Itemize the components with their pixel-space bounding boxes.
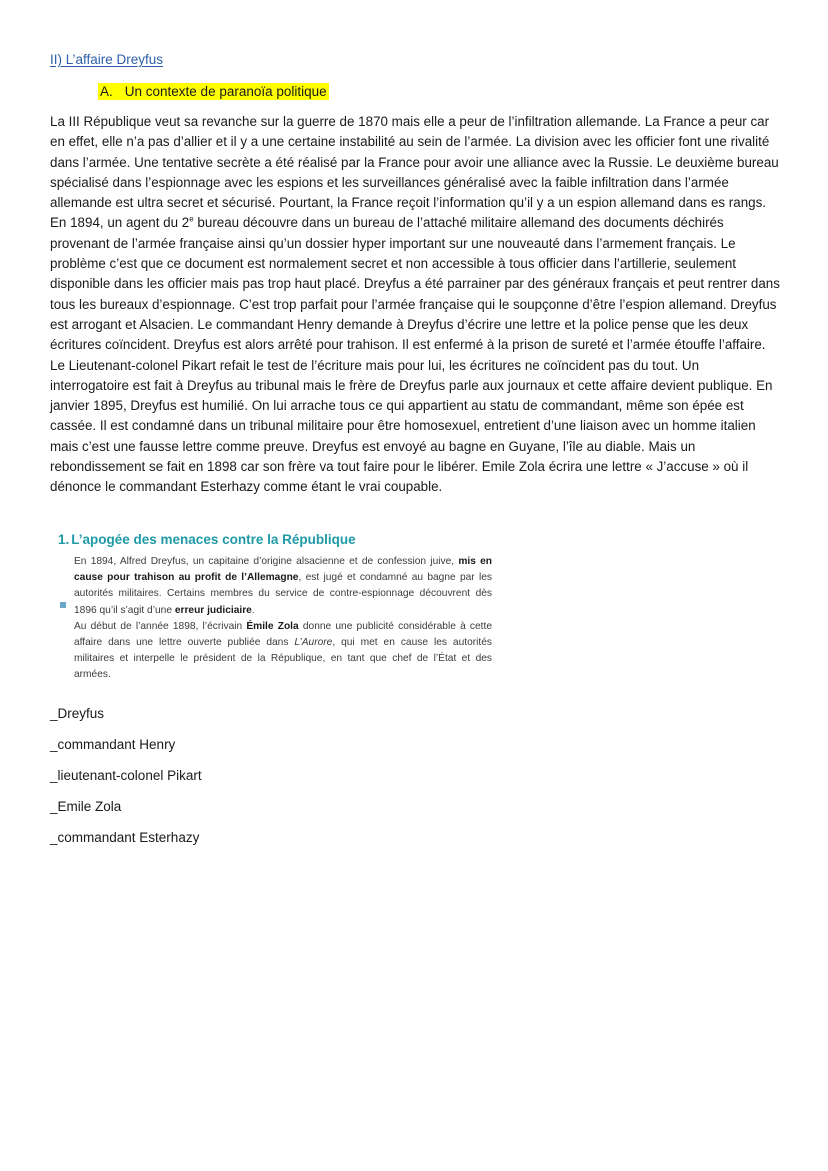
excerpt-title-text: L’apogée des menaces contre la République xyxy=(71,532,356,547)
list-item: _Dreyfus xyxy=(50,706,105,721)
excerpt-text: En 1894, Alfred Dreyfus, un capitaine d’origine alsacienne et de confession juive, xyxy=(74,556,459,567)
excerpt-number: 1. xyxy=(58,532,70,547)
list-item: _Emile Zola xyxy=(50,799,122,814)
character-list xyxy=(50,704,202,859)
textbook-excerpt xyxy=(58,530,494,690)
excerpt-text: . xyxy=(251,604,255,616)
section-heading-link[interactable]: II) L’affaire Dreyfus xyxy=(50,52,164,67)
excerpt-text: , est jugé et condamné au bagne par les autorités militaires. Certains membres du service de contre-espionnage découvrent dès 1896 qu’il s’agit d’une xyxy=(74,572,492,616)
subsection-letter: A. xyxy=(100,84,113,99)
body-text-part-1: La III République veut sa revanche sur la guerre de 1870 mais elle a peur de l’infiltration allemande. La France a peur car en effet, elle n’a pas d’allier et il y a une certaine instabilité au sein de l’armée. La division avec les officier font une rivalité dans l’armée. Une tentative secrète a été réalisé par la France pour avoir une alliance avec la Russie. Le deuxième bureau spécialisé dans l’espionnage avec les espions et les surveillances généralisé avec la faible infiltration dans l’armée allemande est ultra secret et sécurisé. Pourtant, la France reçoit l’information qu’il y a un espion allemand dans es rangs. En 1894, un agent du 2 xyxy=(50,114,779,231)
excerpt-bold-text: erreur judiciaire xyxy=(174,604,252,616)
excerpt-paragraph-1 xyxy=(74,554,492,619)
list-item: _commandant Esterhazy xyxy=(50,830,200,845)
excerpt-bold-text: Émile Zola xyxy=(246,620,299,632)
excerpt-body xyxy=(74,554,492,684)
subsection-title: Un contexte de paranoïa politique xyxy=(124,84,327,99)
list-item: _lieutenant-colonel Pikart xyxy=(50,768,202,783)
excerpt-bold-text: mis en cause pour trahison au profit de l’Allemagne xyxy=(74,556,492,584)
superscript-e: e xyxy=(189,215,194,225)
square-bullet-icon xyxy=(60,602,66,608)
excerpt-text: donne une publicité considérable à cette affaire dans une lettre ouverte publiée dans xyxy=(74,620,493,649)
body-paragraph xyxy=(50,112,780,498)
excerpt-text: , qui met en cause les autorités militaires et interpelle le président de la République, en tant que chef de l’État et des armées. xyxy=(74,637,492,681)
excerpt-text: Au début de l’année 1898, l’écrivain xyxy=(74,620,247,632)
list-item: _commandant Henry xyxy=(50,737,176,752)
excerpt-paragraph-2 xyxy=(74,619,492,684)
body-text-part-2: bureau découvre dans un bureau de l’attaché militaire allemand des documents déchirés provenant de l’armée française ainsi qu’un dossier hyper important sur une nouveauté dans l’armement français. Le problème c’est que ce document est normalement secret et non accessible à tous officier dans l’artillerie, seulement disponible dans les officier mais pas trop haut placé. Dreyfus a été parrainer par des généraux français et peut rentrer dans tous les bureaux d’espionnage. C’est trop parfait pour l’armée française qui le soupçonne d’être l’espion allemand. Dreyfus est arrogant et Alsacien. Le commandant Henry demande à Dreyfus d’écrire une lettre et la police pense que les deux écritures coïncident. Dreyfus est alors arrêté pour trahison. Il est enfermé à la prison de sureté et l’armée étouffe l’affaire. Le Lieutenant-colonel Pikart refait le test de l’écriture mais pour lui, les écritures ne coïncident pas du tout. Un interrogatoire est fait à Dreyfus au tribunal mais le frère de Dreyfus parle aux journaux et cette affaire devient publique. En janvier 1895, Dreyfus est humilié. On lui arrache tous ce qui appartient au statu de commandant, même son épée est cassée. Il est condamné dans un tribunal militaire pour être homosexuel, entretient d’une liaison avec un homme italien mais c’est une fausse lettre comme preuve. Dreyfus est envoyé au bagne en Guyane, l’île au diable. Mais un rebondissement se fait en 1898 car son frère va tout faire pour le libérer. Emile Zola écrira une lettre « J’accuse » où il dénonce le commandant Esterhazy comme étant le vrai coupable. xyxy=(50,215,780,495)
excerpt-title xyxy=(58,532,356,547)
excerpt-italic-text: L’Aurore xyxy=(294,637,333,649)
subsection-heading xyxy=(98,83,329,100)
